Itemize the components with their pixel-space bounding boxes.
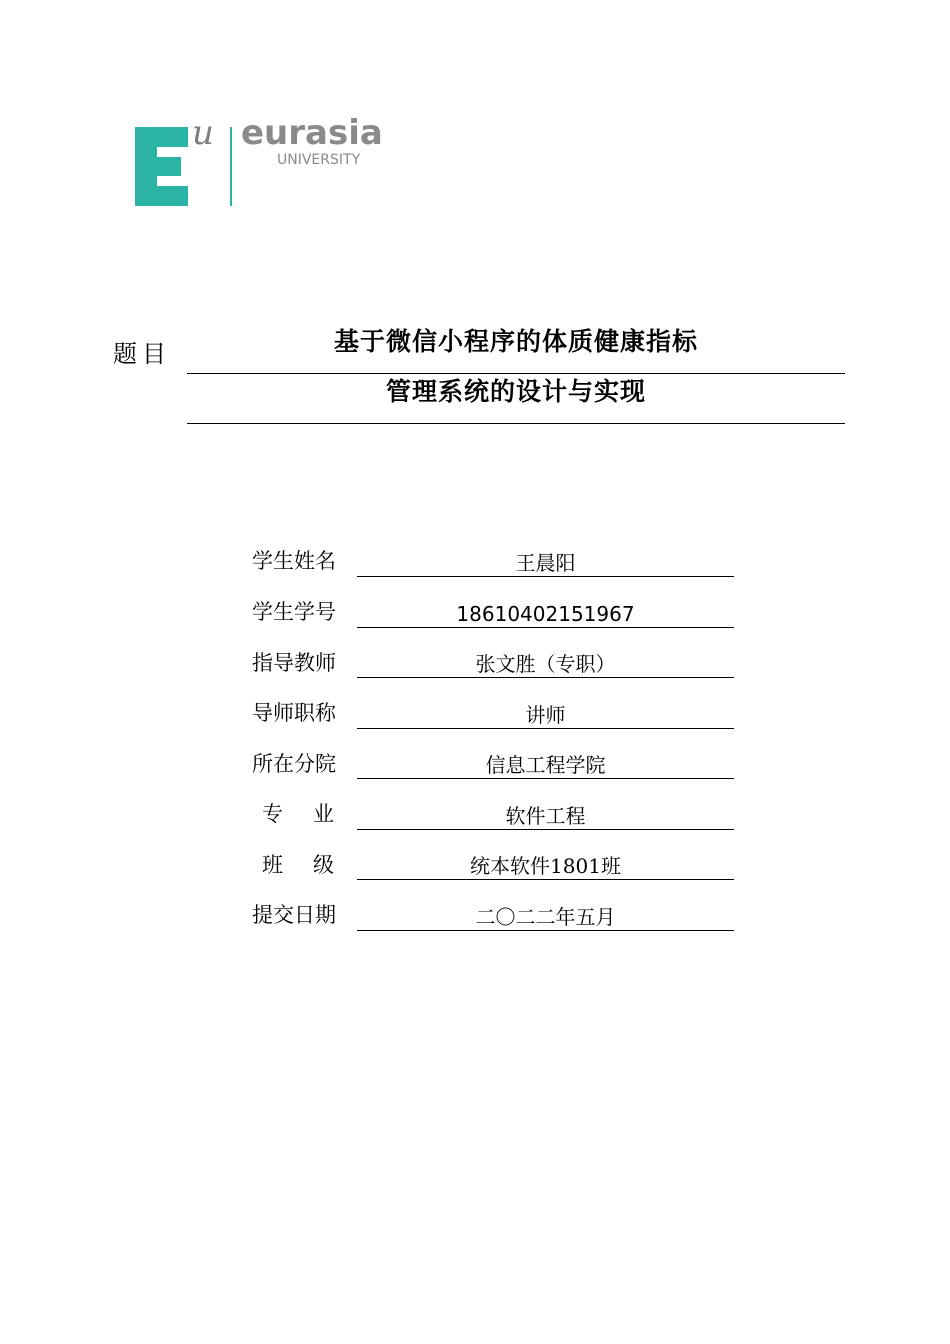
field-value-college: 信息工程学院 [485,753,606,777]
field-value-advisor-title: 讲师 [525,703,566,727]
field-value-advisor: 张文胜（专职） [475,652,616,676]
field-label-student-name: 学生姓名 [252,549,336,573]
thesis-title-line-1: 基于微信小程序的体质健康指标 [333,327,698,356]
logo-divider [230,127,232,206]
field-label-class [262,855,334,876]
field-value-student-id: 18610402151967 [456,602,635,626]
field-label-student-id: 学生学号 [252,600,336,624]
field-label-advisor: 指导教师 [252,651,336,675]
logo-superscript-u: u [192,113,214,153]
logo-e-mark-icon [135,127,188,206]
field-label-submit-date: 提交日期 [252,903,336,927]
field-underline [357,576,734,577]
field-value-major: 软件工程 [505,804,586,828]
field-value-student-name: 王晨阳 [515,551,576,575]
field-label-advisor-title: 导师职称 [252,701,336,725]
field-label-class-char: 班 [262,853,283,877]
field-label-major [262,804,334,825]
university-logo [135,113,395,212]
field-label-major-char: 专 [262,802,283,826]
logo-subtitle: UNIVERSITY [277,152,361,168]
title-label: 题目 [113,340,171,368]
field-underline [357,627,734,628]
logo-wordmark: eurasia [241,113,383,153]
field-value-submit-date: 二〇二二年五月 [475,905,616,929]
title-underline-2 [187,423,845,424]
field-underline [357,677,734,678]
field-underline [357,930,734,931]
thesis-title-line-2: 管理系统的设计与实现 [385,377,646,406]
field-underline [357,778,734,779]
field-underline [357,829,734,830]
field-label-college: 所在分院 [252,752,336,776]
field-underline [357,879,734,880]
title-underline-1 [187,373,845,374]
field-label-class-char: 级 [313,853,334,877]
field-label-major-char: 业 [313,802,334,826]
field-underline [357,728,734,729]
field-value-class: 统本软件1801班 [470,854,621,878]
